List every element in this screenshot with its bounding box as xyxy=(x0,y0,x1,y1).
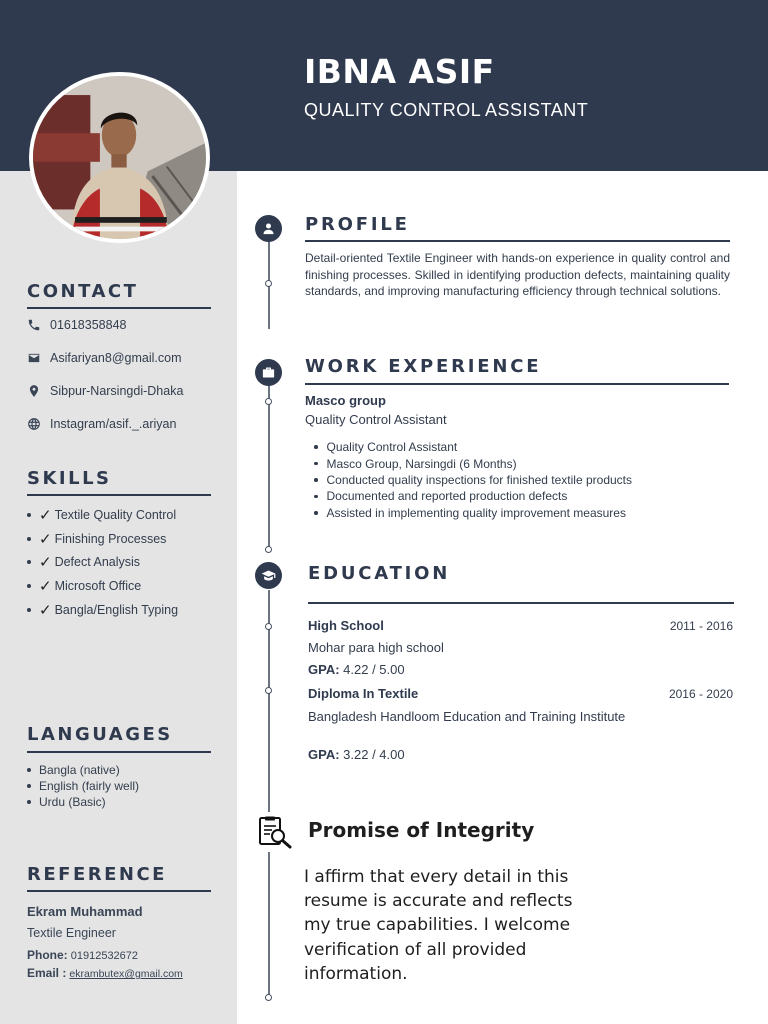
languages-divider xyxy=(27,751,211,753)
contact-location-text: Sibpur-Narsingdi-Dhaka xyxy=(50,384,184,398)
person-icon xyxy=(255,215,282,242)
profile-divider xyxy=(305,240,730,242)
education-gpa: GPA: 4.22 / 5.00 xyxy=(308,662,405,677)
list-item: Conducted quality inspections for finished textile products xyxy=(314,472,632,488)
check-icon: ✓ xyxy=(39,554,52,572)
work-duties xyxy=(314,439,632,521)
education-years: 2016 - 2020 xyxy=(668,687,733,701)
list-item: Urdu (Basic) xyxy=(27,794,139,810)
contact-social[interactable] xyxy=(26,415,176,433)
document-search-icon xyxy=(257,816,293,850)
reference-role: Textile Engineer xyxy=(27,926,116,940)
contact-social-text: Instagram/asif._.ariyan xyxy=(50,417,177,431)
profile-heading: PROFILE xyxy=(305,214,410,235)
timeline-node xyxy=(265,687,272,694)
education-divider xyxy=(308,602,734,604)
list-item: Quality Control Assistant xyxy=(314,439,632,455)
education-years: 2011 - 2016 xyxy=(669,619,733,633)
reference-email-link[interactable]: ekrambutex@gmail.com xyxy=(69,968,183,980)
contact-email-text: Asifariyan8@gmail.com xyxy=(50,351,182,365)
globe-icon xyxy=(26,416,42,432)
check-icon: ✓ xyxy=(39,602,52,620)
timeline-line xyxy=(268,385,270,550)
list-item: ✓ Microsoft Office xyxy=(27,574,178,598)
reference-email[interactable]: Email : ekrambutex@gmail.com xyxy=(27,966,183,980)
profile-photo xyxy=(29,72,210,243)
education-title: Diploma In Textile xyxy=(308,686,419,701)
profile-text: Detail-oriented Textile Engineer with hands-on experience in quality control and finishing processes. Skilled in identifying production defects, maintaining quality standards, and improving manufacturing efficiency through technical solutions. xyxy=(305,251,730,298)
timeline-node xyxy=(265,280,272,287)
contact-location xyxy=(26,382,183,400)
contact-email[interactable] xyxy=(26,349,181,367)
list-item: ✓ Defect Analysis xyxy=(27,551,178,575)
languages-list xyxy=(27,762,139,810)
skills-divider xyxy=(27,494,211,496)
timeline-node xyxy=(265,994,272,1001)
timeline-node xyxy=(265,546,272,553)
reference-name: Ekram Muhammad xyxy=(27,904,143,919)
contact-heading: CONTACT xyxy=(27,281,139,302)
reference-heading: REFERENCE xyxy=(27,864,167,885)
phone-icon xyxy=(26,317,42,333)
reference-divider xyxy=(27,890,211,892)
contact-divider xyxy=(27,307,211,309)
skills-list xyxy=(27,503,178,622)
briefcase-icon xyxy=(255,359,282,386)
list-item: Documented and reported production defects xyxy=(314,488,632,504)
education-title: High School xyxy=(308,618,384,633)
languages-heading: LANGUAGES xyxy=(27,724,173,745)
check-icon: ✓ xyxy=(39,506,52,524)
check-icon: ✓ xyxy=(39,578,52,596)
reference-phone: Phone: 01912532672 xyxy=(27,948,139,962)
email-icon xyxy=(26,350,42,366)
graduation-cap-icon xyxy=(255,562,282,589)
education-school: Mohar para high school xyxy=(308,640,444,655)
list-item: English (fairly well) xyxy=(27,778,139,794)
timeline-line xyxy=(268,852,270,998)
work-company: Masco group xyxy=(305,393,386,408)
candidate-title: QUALITY CONTROL ASSISTANT xyxy=(304,100,589,120)
work-divider xyxy=(305,383,729,385)
education-gpa: GPA: 3.22 / 4.00 xyxy=(308,747,405,762)
work-role: Quality Control Assistant xyxy=(305,412,447,427)
contact-phone[interactable] xyxy=(26,316,126,334)
list-item: Assisted in implementing quality improvement measures xyxy=(314,505,632,521)
list-item: ✓ Finishing Processes xyxy=(27,527,178,551)
list-item: Bangla (native) xyxy=(27,762,139,778)
check-icon: ✓ xyxy=(39,530,52,548)
integrity-text: I affirm that every detail in this resume is accurate and reflects my true capabilities. I welcome verification of all provided information. xyxy=(304,867,573,984)
integrity-heading: Promise of Integrity xyxy=(308,818,535,842)
contact-phone-text: 01618358848 xyxy=(50,318,127,332)
education-school: Bangladesh Handloom Education and Training Institute xyxy=(308,709,626,724)
location-icon xyxy=(26,383,42,399)
education-heading: EDUCATION xyxy=(308,563,451,584)
list-item: Masco Group, Narsingdi (6 Months) xyxy=(314,455,632,471)
list-item: ✓ Bangla/English Typing xyxy=(27,598,178,622)
timeline-node xyxy=(265,623,272,630)
work-heading: WORK EXPERIENCE xyxy=(305,356,542,377)
candidate-name: IBNA ASIF xyxy=(304,52,495,91)
list-item: ✓ Textile Quality Control xyxy=(27,503,178,527)
skills-heading: SKILLS xyxy=(27,468,112,489)
timeline-node xyxy=(265,398,272,405)
